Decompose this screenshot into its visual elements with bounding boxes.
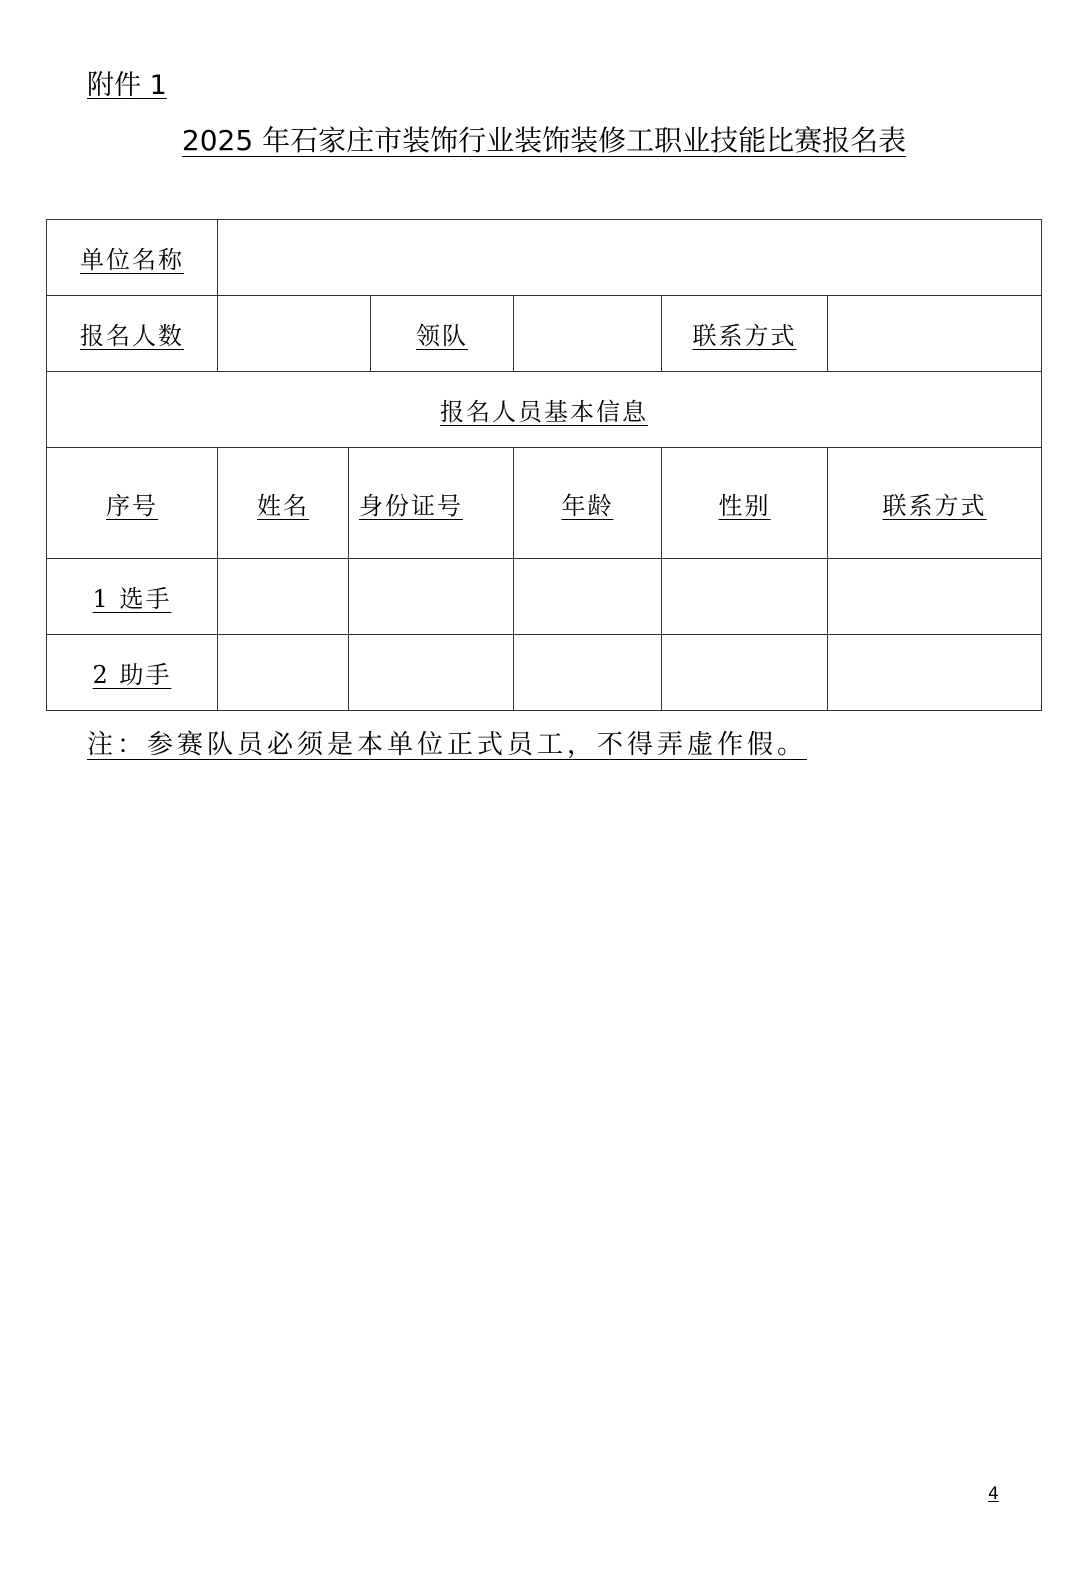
row-index-assistant: 2 助手 — [47, 635, 218, 711]
row-name-field[interactable] — [218, 559, 349, 635]
column-header-row — [47, 448, 1042, 559]
row-gender-field[interactable] — [662, 635, 828, 711]
team-leader-label: 领队 — [371, 296, 514, 372]
unit-name-field[interactable] — [218, 220, 1042, 296]
registration-form-table — [46, 219, 1042, 711]
column-header-gender: 性别 — [662, 448, 828, 559]
unit-name-label: 单位名称 — [47, 220, 218, 296]
registrants-row — [47, 296, 1042, 372]
document-title: 2025 年石家庄市装饰行业装饰装修工职业技能比赛报名表 — [181, 124, 907, 157]
section-title-row — [47, 372, 1042, 448]
column-header-id-number: 身份证号 — [349, 448, 514, 559]
team-leader-field[interactable] — [514, 296, 662, 372]
row-gender-field[interactable] — [662, 559, 828, 635]
section-title: 报名人员基本信息 — [47, 372, 1042, 448]
table-row — [47, 635, 1042, 711]
contact-field[interactable] — [828, 296, 1042, 372]
note-text: 注：参赛队员必须是本单位正式员工，不得弄虚作假。 — [87, 730, 808, 760]
contact-label: 联系方式 — [662, 296, 828, 372]
column-header-age: 年龄 — [514, 448, 662, 559]
row-id-number-field[interactable] — [349, 559, 514, 635]
registrants-count-field[interactable] — [218, 296, 371, 372]
row-age-field[interactable] — [514, 635, 662, 711]
row-name-field[interactable] — [218, 635, 349, 711]
row-index-contestant: 1 选手 — [47, 559, 218, 635]
row-age-field[interactable] — [514, 559, 662, 635]
row-contact-field[interactable] — [828, 635, 1042, 711]
page-number: 4 — [988, 1484, 999, 1504]
column-header-name: 姓名 — [218, 448, 349, 559]
column-header-contact: 联系方式 — [828, 448, 1042, 559]
row-id-number-field[interactable] — [349, 635, 514, 711]
table-row — [47, 559, 1042, 635]
column-header-index: 序号 — [47, 448, 218, 559]
row-contact-field[interactable] — [828, 559, 1042, 635]
attachment-label: 附件 1 — [87, 70, 167, 101]
unit-name-row — [47, 220, 1042, 296]
registrants-count-label: 报名人数 — [47, 296, 218, 372]
